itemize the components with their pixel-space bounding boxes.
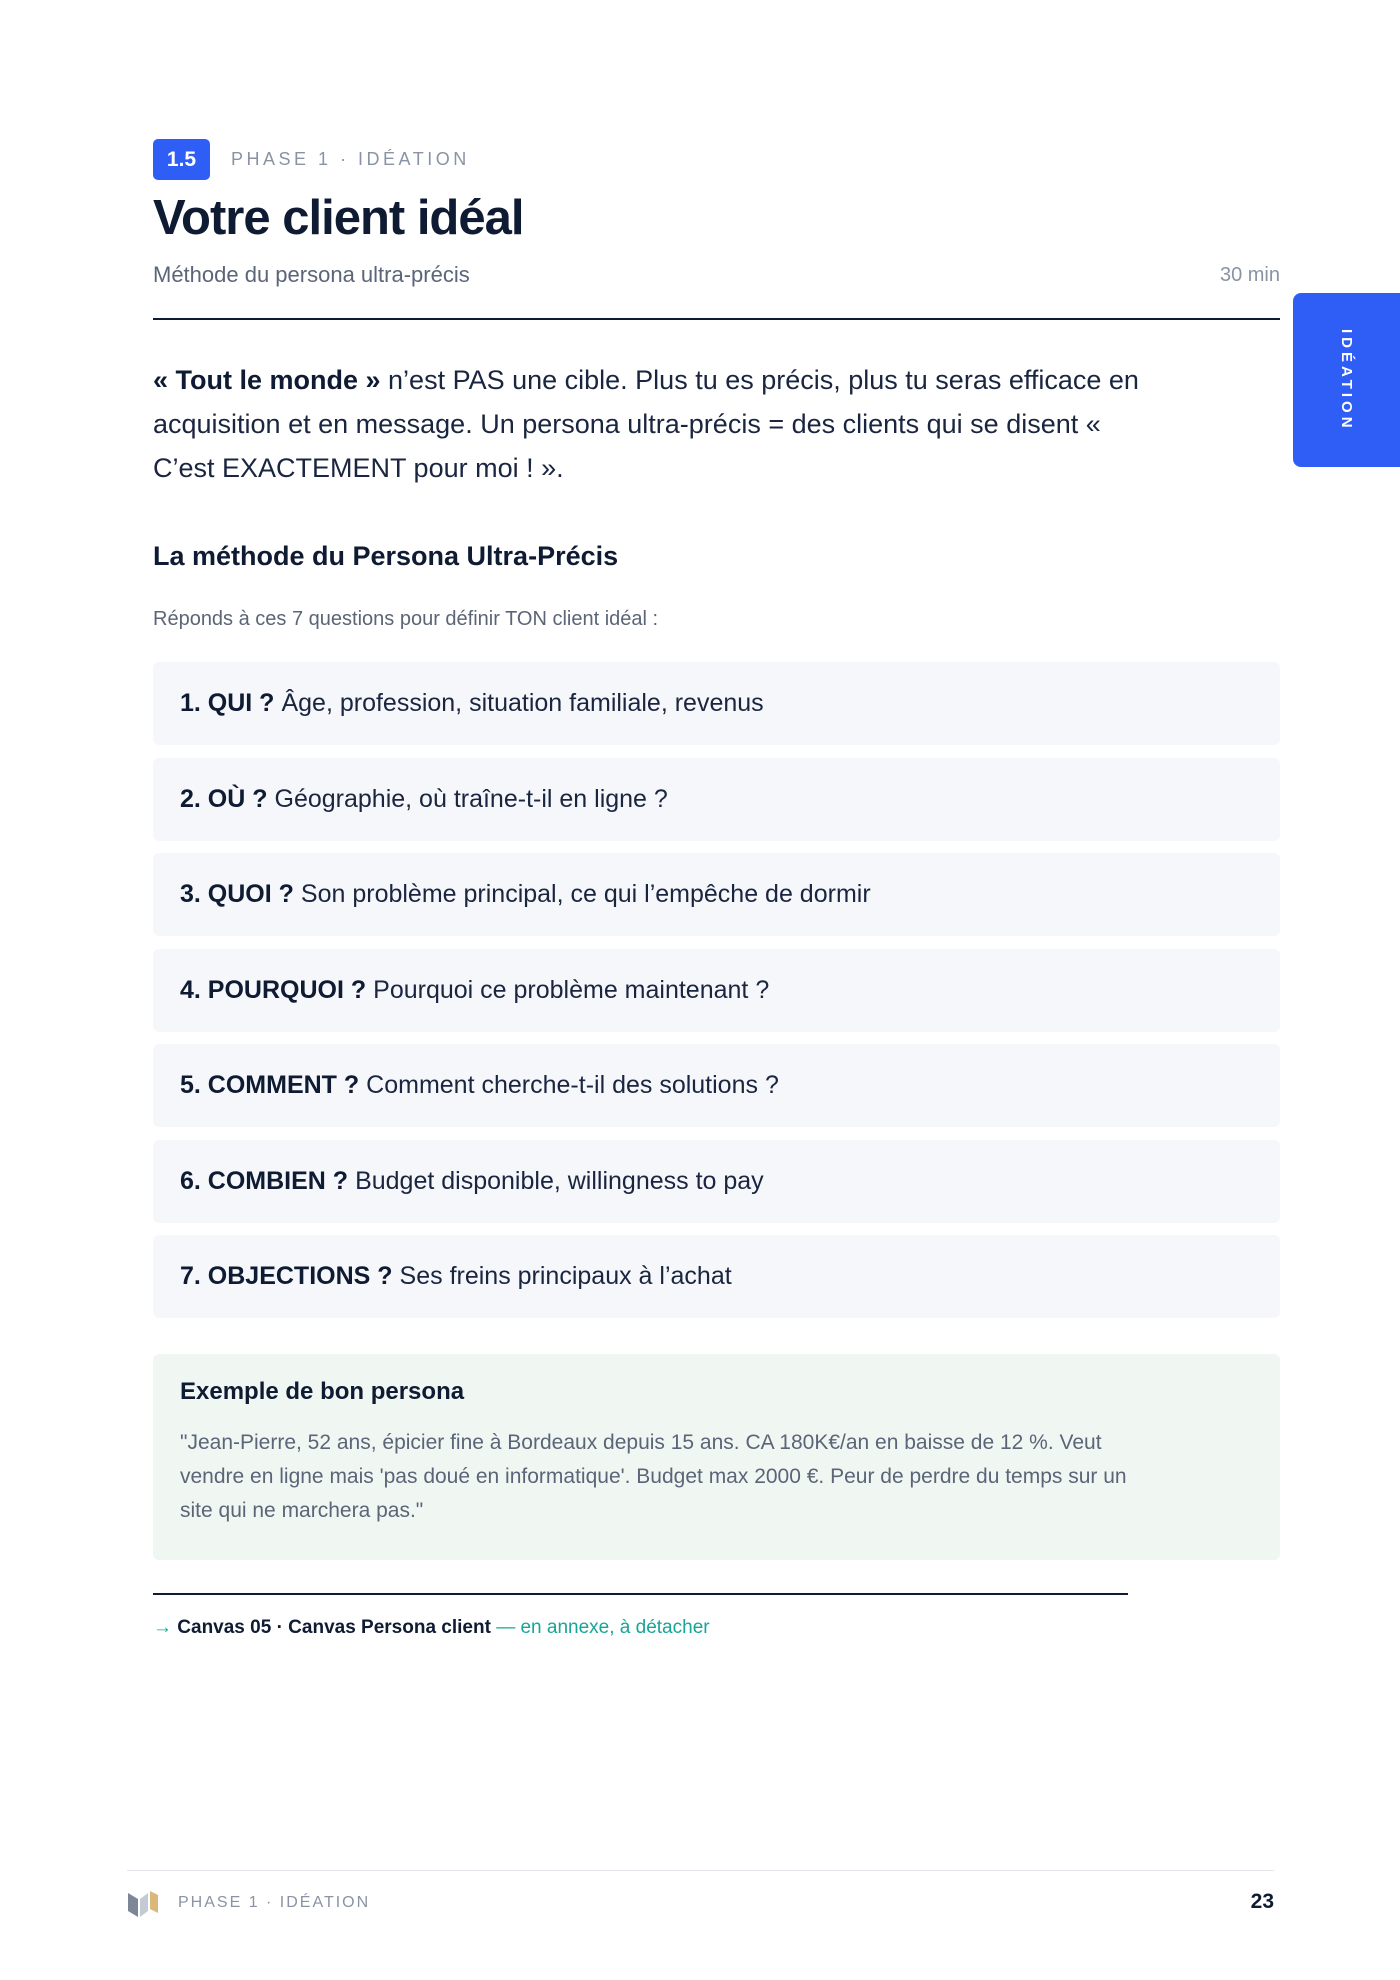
question-item <box>153 758 1280 841</box>
example-box <box>153 1354 1280 1560</box>
brand-logo-icon <box>126 1889 160 1919</box>
question-label: 5. COMMENT ? <box>180 1071 360 1099</box>
intro-emphasis: « Tout le monde » <box>153 365 381 395</box>
question-label: 6. COMBIEN ? <box>180 1166 349 1195</box>
question-text: Ses freins principaux à l’achat <box>399 1262 732 1290</box>
question-text: Son problème principal, ce qui l’empêche de dormir <box>300 880 871 908</box>
question-label: 2. OÙ ? <box>180 784 268 813</box>
method-title: La méthode du Persona Ultra-Précis <box>153 541 619 571</box>
arrow-icon: → <box>153 1617 178 1638</box>
canvas-name: Canvas 05 · Canvas Persona client <box>177 1617 491 1638</box>
page-number: 23 <box>1250 1890 1274 1913</box>
method-lead: Réponds à ces 7 questions pour définir TON client idéal : <box>153 608 659 630</box>
footer-divider <box>127 1870 1274 1871</box>
intro-paragraph <box>153 358 1153 490</box>
footer-phase: PHASE 1 · IDÉATION <box>178 1894 371 1911</box>
question-label: 3. QUOI ? <box>180 880 294 908</box>
question-text: Âge, profession, situation familiale, revenus <box>281 689 764 717</box>
question-text: Comment cherche-t-il des solutions ? <box>366 1071 779 1099</box>
intro-text: n’est PAS une cible. Plus tu es précis, plus tu seras efficace en acquisition et en message. Un persona ultra-précis = des clients qui se disent « C’est EXACTEMENT pour moi ! ». <box>153 365 1139 483</box>
canvas-divider <box>153 1593 1128 1595</box>
page-subtitle: Méthode du persona ultra-précis <box>153 262 470 287</box>
question-item <box>153 1140 1280 1223</box>
question-text: Pourquoi ce problème maintenant ? <box>373 975 770 1004</box>
example-text: "Jean-Pierre, 52 ans, épicier fine à Bordeaux depuis 15 ans. CA 180K€/an en baisse de 12 %. Veut vendre en ligne mais 'pas doué en informatique'. Budget max 2000 €. Peur de perdre du temps sur un site qui ne marchera pas." <box>180 1431 1127 1522</box>
page-title: Votre client idéal <box>153 191 524 245</box>
side-tab-label: IDÉATION <box>1338 328 1355 432</box>
example-title: Exemple de bon persona <box>180 1378 465 1405</box>
section-number-badge: 1.5 <box>153 139 210 180</box>
question-item <box>153 662 1280 745</box>
header-divider <box>153 318 1280 320</box>
phase-label: PHASE 1 · IDÉATION <box>231 149 470 169</box>
question-label: 1. QUI ? <box>180 689 275 717</box>
side-tab-ideation <box>1293 293 1400 467</box>
question-item <box>153 949 1280 1032</box>
question-item <box>153 1044 1280 1127</box>
question-label: 7. OBJECTIONS ? <box>180 1262 393 1290</box>
question-label: 4. POURQUOI ? <box>180 975 367 1004</box>
question-text: Géographie, où traîne-t-il en ligne ? <box>274 784 668 813</box>
canvas-reference <box>153 1617 710 1639</box>
duration-label: 30 min <box>1219 264 1280 286</box>
question-item <box>153 853 1280 936</box>
question-list <box>153 662 1280 1331</box>
question-text: Budget disponible, willingness to pay <box>355 1166 764 1195</box>
question-item <box>153 1235 1280 1318</box>
canvas-note: — en annexe, à détacher <box>490 1617 710 1638</box>
